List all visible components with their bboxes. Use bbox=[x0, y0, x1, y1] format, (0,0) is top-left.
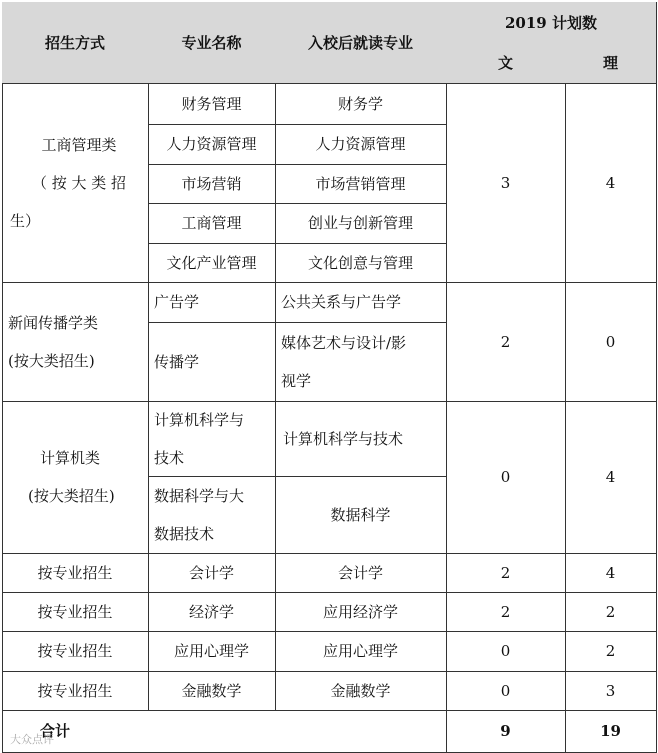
total-science: 19 bbox=[565, 710, 657, 753]
method-cell: 按专业招生 bbox=[2, 592, 149, 632]
major-line: 技术 bbox=[154, 448, 185, 467]
major-cell: 市场营销 bbox=[148, 164, 276, 204]
enrolled-cell: 公共关系与广告学 bbox=[275, 282, 447, 323]
method-line: 计算机类 bbox=[40, 449, 101, 467]
enrolled-cell: 创业与创新管理 bbox=[275, 203, 447, 244]
enrolled-cell: 财务学 bbox=[275, 83, 447, 125]
enrolled-cell: 数据科学 bbox=[275, 476, 447, 554]
header-science: 理 bbox=[565, 43, 657, 84]
method-cell: 按专业招生 bbox=[2, 671, 149, 711]
enrolled-cell: 计算机科学与技术 bbox=[275, 401, 447, 477]
science-count: 4 bbox=[565, 553, 657, 593]
enrolled-cell bbox=[275, 322, 447, 402]
science-count: 0 bbox=[565, 282, 657, 402]
science-count: 3 bbox=[565, 671, 657, 711]
major-cell: 工商管理 bbox=[148, 203, 276, 244]
arts-count: 0 bbox=[446, 671, 566, 711]
major-cell: 应用心理学 bbox=[148, 631, 276, 672]
arts-count: 0 bbox=[446, 401, 566, 554]
method-cell: 按专业招生 bbox=[2, 553, 149, 593]
method-line: (按大类招生) bbox=[8, 351, 95, 370]
arts-count: 2 bbox=[446, 282, 566, 402]
header-plan: 2019 计划数 bbox=[446, 2, 657, 44]
enrolled-cell: 应用经济学 bbox=[275, 592, 447, 632]
major-cell: 传播学 bbox=[148, 322, 276, 402]
arts-count: 2 bbox=[446, 553, 566, 593]
enrolled-cell: 市场营销管理 bbox=[275, 164, 447, 204]
major-cell: 广告学 bbox=[148, 282, 276, 323]
method-cell: 按专业招生 bbox=[2, 631, 149, 672]
method-line: 新闻传播学类 bbox=[8, 313, 99, 332]
group-method-business bbox=[2, 83, 149, 283]
enrolled-line: 媒体艺术与设计/影 bbox=[281, 333, 407, 352]
total-label: 合计 bbox=[2, 710, 447, 753]
science-count: 4 bbox=[565, 401, 657, 554]
method-line: 工商管理类 bbox=[41, 135, 117, 154]
header-method: 招生方式 bbox=[2, 2, 149, 84]
science-count: 2 bbox=[565, 631, 657, 672]
group-method-journalism bbox=[2, 282, 149, 402]
major-cell: 人力资源管理 bbox=[148, 124, 276, 165]
watermark: 大众点评 bbox=[10, 733, 54, 746]
enrolled-cell: 金融数学 bbox=[275, 671, 447, 711]
major-cell: 财务管理 bbox=[148, 83, 276, 125]
header-enrolled-major: 入校后就读专业 bbox=[275, 2, 447, 84]
major-line: 数据技术 bbox=[154, 524, 215, 543]
enrolled-line: 视学 bbox=[281, 371, 312, 390]
major-cell: 文化产业管理 bbox=[148, 243, 276, 283]
major-cell bbox=[148, 401, 276, 477]
major-line: 数据科学与大 bbox=[154, 486, 245, 505]
arts-count: 0 bbox=[446, 631, 566, 672]
arts-count: 2 bbox=[446, 592, 566, 632]
science-count: 4 bbox=[565, 83, 657, 283]
header-major: 专业名称 bbox=[148, 2, 276, 84]
science-count: 2 bbox=[565, 592, 657, 632]
group-method-computing bbox=[2, 401, 149, 554]
method-line: (按大类招生) bbox=[28, 487, 115, 505]
header-arts: 文 bbox=[446, 43, 566, 84]
major-line: 计算机科学与 bbox=[154, 410, 245, 429]
method-line: （ 按 大 类 招 bbox=[31, 173, 127, 192]
enrolled-cell: 应用心理学 bbox=[275, 631, 447, 672]
major-cell: 会计学 bbox=[148, 553, 276, 593]
enrolled-cell: 会计学 bbox=[275, 553, 447, 593]
enrolled-cell: 人力资源管理 bbox=[275, 124, 447, 165]
major-cell: 经济学 bbox=[148, 592, 276, 632]
major-cell: 金融数学 bbox=[148, 671, 276, 711]
method-line: 生） bbox=[10, 211, 41, 230]
enrolled-cell: 文化创意与管理 bbox=[275, 243, 447, 283]
total-arts: 9 bbox=[446, 710, 566, 753]
major-cell bbox=[148, 476, 276, 554]
arts-count: 3 bbox=[446, 83, 566, 283]
